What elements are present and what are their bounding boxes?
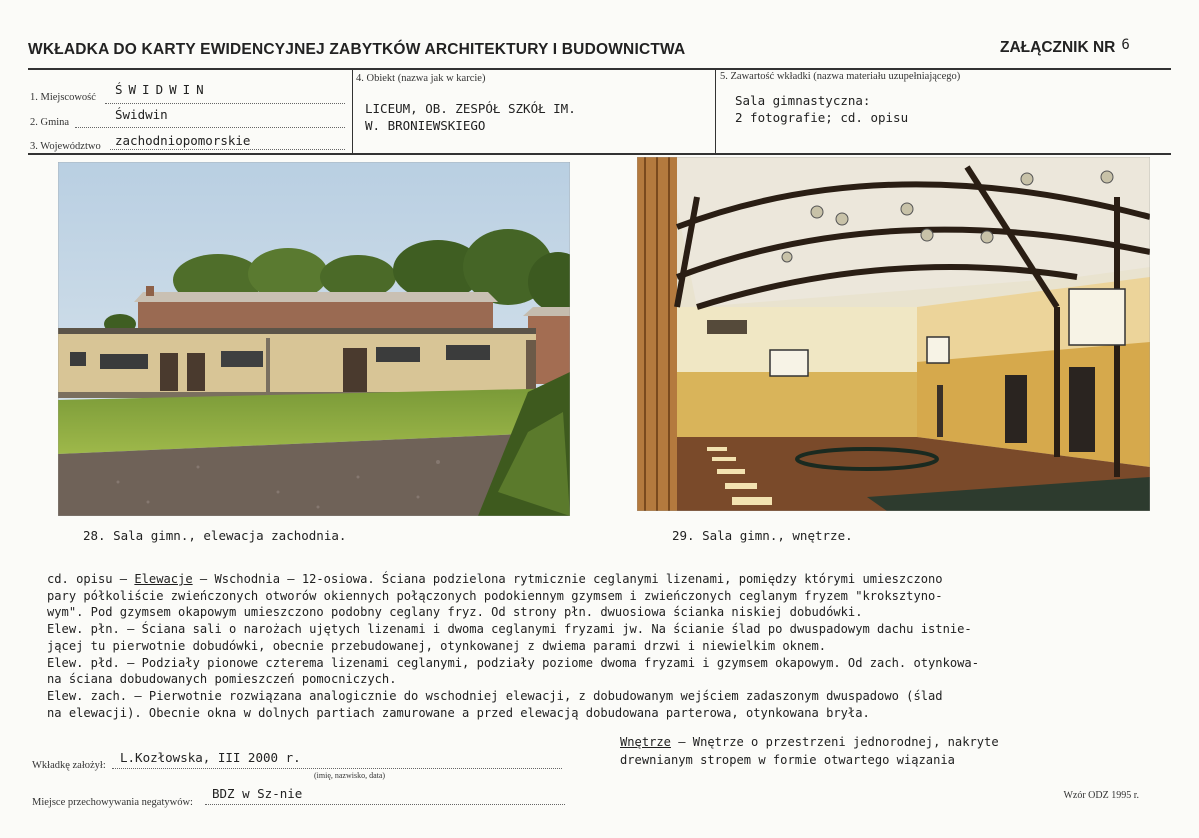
description-line: cd. opisu – Elewacje – Wschodnia – 12-osiowa. Ściana podzielona rytmicznie ceglanymi lizenami, pomiędzy którymi umieszczono [47, 572, 943, 586]
attachment-label: ZAŁĄCZNIK NR [1000, 39, 1116, 56]
dotted-line [75, 127, 345, 128]
zawartosc-line-2: 2 fotografie; cd. opisu [735, 110, 909, 125]
attachment-number [1000, 37, 1130, 57]
miejsce-label: Miejsce przechowywania negatywów: [32, 797, 193, 808]
zalozyl-value: L.Kozłowska, III 2000 r. [120, 750, 301, 765]
gmina-label: 2. Gmina [30, 117, 70, 128]
attachment-number-value: 6 [1121, 37, 1130, 53]
dotted-line [105, 103, 345, 104]
description-text [47, 571, 1157, 721]
photo-gym-interior [637, 157, 1150, 511]
zalozyl-label: Wkładkę założył: [32, 760, 106, 771]
form-template-note: Wzór ODZ 1995 r. [1063, 790, 1139, 801]
description-line: na ściana dobudowanych pomieszczeń pomocniczych. [47, 672, 397, 687]
dotted-line [112, 768, 562, 769]
wnetrze-text [620, 733, 999, 769]
form-title: WKŁADKA DO KARTY EWIDENCYJNEJ ZABYTKÓW ARCHITEKTURY I BUDOWNICTWA [28, 41, 686, 58]
description-line: Elew. płd. – Podziały pionowe czterema lizenami ceglanymi, podziały poziome dwoma fryzami i gzymsem okapowym. Od zach. otynkowa- [47, 655, 979, 670]
obiekt-line-1: LICEUM, OB. ZESPÓŁ SZKÓŁ IM. [365, 101, 576, 116]
miejscowosc-value: ŚWIDWIN [115, 82, 210, 97]
elewacje-heading: Elewacje [134, 572, 193, 586]
description-line: wym". Pod gzymsem okapowym umieszczono podobny ceglany fryz. Od strony płn. dwuosiowa ścianka niskiej dobudówki. [47, 605, 863, 620]
zawartosc-label: 5. Zawartość wkładki (nazwa materiału uzupełniającego) [720, 71, 961, 82]
wojewodztwo-label: 3. Województwo [30, 141, 101, 152]
description-line: drewnianym stropem w formie otwartego wiązania [620, 753, 955, 767]
header-bottom-rule [28, 153, 1171, 155]
wojewodztwo-value: zachodniopomorskie [115, 133, 251, 148]
photo-caption-29: 29. Sala gimn., wnętrze. [672, 528, 853, 543]
obiekt-line-2: W. BRONIEWSKIEGO [365, 118, 486, 133]
dotted-line [205, 804, 565, 805]
miejscowosc-label: 1. Miejscowość [30, 92, 96, 103]
zawartosc-line-1: Sala gimnastyczna: [735, 93, 871, 108]
description-line: Elew. płn. – Ściana sali o narożach ujętych lizenami i dwoma ceglanymi fryzami jw. Na ścianie ślad po dwuspadowym dachu istnie- [47, 622, 972, 637]
description-line: na elewacji). Obecnie okna w dolnych partiach zamurowane a przed elewacją dobudowana parterowa, otynkowana bryła. [47, 705, 870, 720]
miejsce-value: BDZ w Sz-nie [212, 786, 303, 801]
wnetrze-heading: Wnętrze [620, 735, 671, 749]
description-line: pary półkoliście zwieńczonych otworów okiennych połączonych podokiennym gzymsem i zwieńczonych ceglanym fryzem "kroksztyno- [47, 588, 943, 603]
description-line: jącej tu pierwotnie dobudówki, obecnie przebudowanej, otynkowanej z dwiema parami drzwi i niewielkim oknem. [47, 638, 827, 653]
obiekt-label: 4. Obiekt (nazwa jak w karcie) [356, 73, 486, 84]
description-line: Elew. zach. – Pierwotnie rozwiązana analogicznie do wschodniej elewacji, z dobudowanym wejściem zadaszonym dwuspadowo (ślad [47, 688, 943, 703]
field-divider [352, 69, 353, 153]
description-line: Wnętrze – Wnętrze o przestrzeni jednorodnej, nakryte [620, 735, 999, 749]
photo-gym-west-elevation [58, 162, 570, 516]
field-divider [715, 69, 716, 153]
photo-caption-28: 28. Sala gimn., elewacja zachodnia. [83, 528, 347, 543]
gmina-value: Świdwin [115, 107, 168, 122]
header-top-rule [28, 68, 1171, 70]
dotted-line [110, 149, 345, 150]
zalozyl-hint: (imię, nazwisko, data) [314, 771, 386, 780]
